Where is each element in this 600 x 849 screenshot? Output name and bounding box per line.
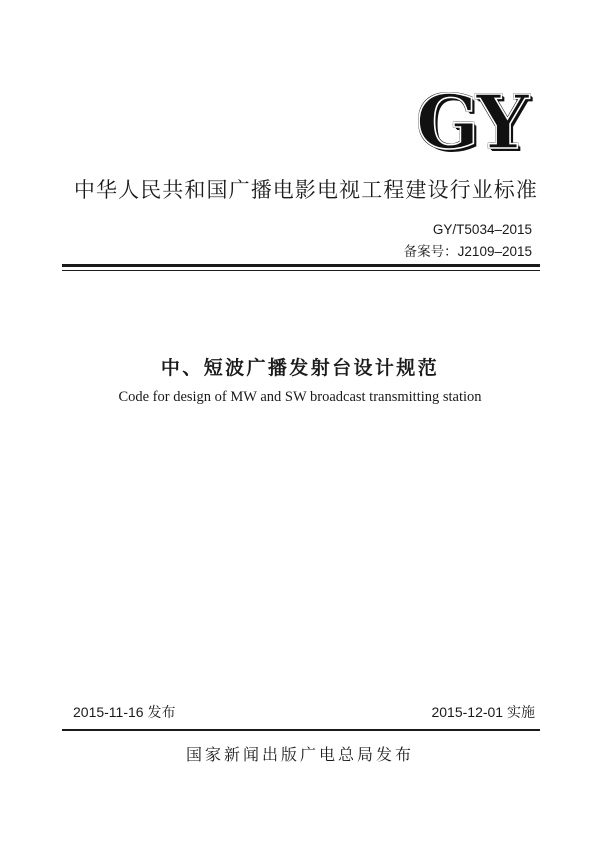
- implementation-date: 2015-12-01 实施: [431, 704, 535, 720]
- header-rule-thick: [62, 264, 540, 267]
- issue-date: 2015-11-16 发布: [73, 704, 176, 720]
- standard-number: GY/T5034–2015: [432, 222, 532, 237]
- filing-number: 备案号：J2109–2015: [403, 244, 532, 259]
- standard-category: 中华人民共和国广播电影电视工程建设行业标准: [73, 178, 538, 202]
- header-rule-thin: [62, 270, 540, 271]
- document-title-zh: 中、短波广播发射台设计规范: [160, 357, 440, 379]
- publisher: 国家新闻出版广电总局发布: [185, 745, 414, 764]
- document-title-en: Code for design of MW and SW broadcast transmitting station: [118, 389, 482, 405]
- gy-logo: GY: [415, 80, 526, 166]
- footer-rule: [62, 729, 540, 731]
